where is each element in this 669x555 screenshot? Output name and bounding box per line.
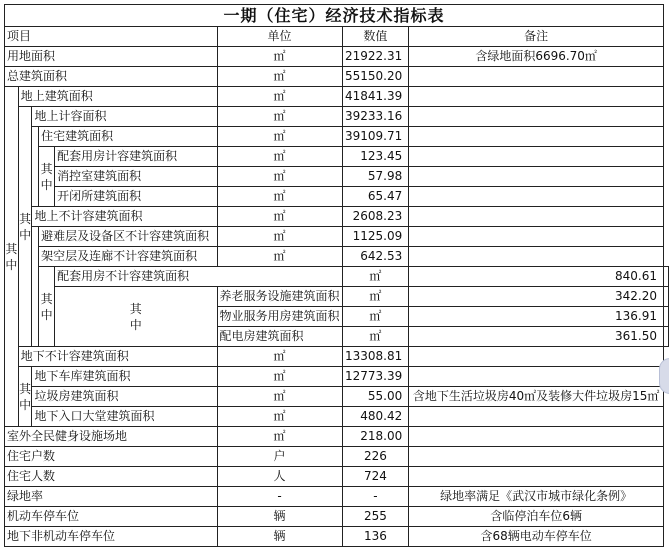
row-unit: ㎡ [217, 347, 342, 367]
row-unit: ㎡ [217, 387, 342, 407]
row-unit: ㎡ [342, 327, 409, 347]
table-row [5, 387, 669, 407]
row-unit: - [217, 487, 342, 507]
table-row [5, 467, 669, 487]
row-label: 地下不计容建筑面积 [18, 347, 217, 367]
row-value: 226 [342, 447, 409, 467]
table-row [5, 247, 669, 267]
row-label: 配电房建筑面积 [217, 327, 342, 347]
row-label: 开闭所建筑面积 [55, 187, 217, 207]
row-label: 配套用房计容建筑面积 [55, 147, 217, 167]
row-note: 含68辆电动车停车位 [409, 527, 664, 547]
row-label: 总建筑面积 [5, 67, 218, 87]
row-unit: ㎡ [217, 247, 342, 267]
row-note [409, 147, 664, 167]
row-note [409, 87, 664, 107]
row-note [409, 407, 664, 427]
table-row [5, 167, 669, 187]
row-note [664, 307, 669, 327]
row-value: 724 [342, 467, 409, 487]
row-value: 642.53 [342, 247, 409, 267]
row-note [409, 247, 664, 267]
table-row [5, 287, 669, 307]
row-value: 12773.39 [342, 367, 409, 387]
table-title: 一期（住宅）经济技术指标表 [5, 5, 664, 27]
row-unit: 户 [217, 447, 342, 467]
row-value: 55.00 [342, 387, 409, 407]
row-unit: ㎡ [217, 147, 342, 167]
row-unit: ㎡ [217, 47, 342, 67]
row-unit: ㎡ [217, 87, 342, 107]
row-unit: ㎡ [217, 167, 342, 187]
header-note: 备注 [409, 27, 664, 47]
row-value: 136 [342, 527, 409, 547]
row-unit: ㎡ [342, 307, 409, 327]
indicator-table [4, 4, 669, 547]
table-row [5, 67, 669, 87]
table-row [5, 207, 669, 227]
floating-side-button[interactable] [659, 358, 669, 394]
row-value: 39109.71 [342, 127, 409, 147]
row-unit: ㎡ [217, 367, 342, 387]
row-note [409, 227, 664, 247]
row-value: - [342, 487, 409, 507]
header-row [5, 27, 669, 47]
row-label: 机动车停车位 [5, 507, 218, 527]
row-note [409, 67, 664, 87]
row-unit: ㎡ [217, 427, 342, 447]
row-label: 地下车库建筑面积 [32, 367, 217, 387]
table-row [5, 367, 669, 387]
row-label: 垃圾房建筑面积 [32, 387, 217, 407]
row-label: 绿地率 [5, 487, 218, 507]
table-row [5, 527, 669, 547]
row-note [409, 347, 664, 367]
row-value: 342.20 [409, 287, 664, 307]
row-label: 住宅建筑面积 [39, 127, 217, 147]
row-label: 地下入口大堂建筑面积 [32, 407, 217, 427]
row-label: 住宅户数 [5, 447, 218, 467]
header-item: 项目 [5, 27, 218, 47]
row-value: 218.00 [342, 427, 409, 447]
row-unit: ㎡ [217, 67, 342, 87]
row-note [409, 127, 664, 147]
row-value: 65.47 [342, 187, 409, 207]
row-note [409, 367, 664, 387]
table-row [5, 507, 669, 527]
table-row [5, 427, 669, 447]
row-note [664, 267, 669, 287]
row-unit: ㎡ [342, 287, 409, 307]
indent-spacer [32, 227, 39, 347]
row-value: 480.42 [342, 407, 409, 427]
row-label: 物业服务用房建筑面积 [217, 307, 342, 327]
row-note [409, 447, 664, 467]
row-label: 地下非机动车停车位 [5, 527, 218, 547]
table-row [5, 127, 669, 147]
table-row [5, 407, 669, 427]
indicator-sheet [4, 4, 669, 547]
row-label: 避难层及设备区不计容建筑面积 [39, 227, 217, 247]
row-label: 地上建筑面积 [18, 87, 217, 107]
row-label: 消控室建筑面积 [55, 167, 217, 187]
header-unit: 单位 [217, 27, 342, 47]
row-label: 配套用房不计容建筑面积 [55, 267, 342, 287]
qizhong-label-above: 其 中 [18, 107, 32, 347]
row-value: 55150.20 [342, 67, 409, 87]
row-value: 840.61 [409, 267, 664, 287]
table-row [5, 347, 669, 367]
row-value: 255 [342, 507, 409, 527]
row-unit: ㎡ [217, 407, 342, 427]
row-value: 21922.31 [342, 47, 409, 67]
table-row [5, 487, 669, 507]
row-value: 2608.23 [342, 207, 409, 227]
row-unit: ㎡ [217, 127, 342, 147]
row-note [664, 287, 669, 307]
indent-spacer [32, 127, 39, 207]
row-note [409, 187, 664, 207]
row-value: 361.50 [409, 327, 664, 347]
row-value: 41841.39 [342, 87, 409, 107]
row-note [409, 107, 664, 127]
row-unit: ㎡ [217, 187, 342, 207]
row-value: 57.98 [342, 167, 409, 187]
row-value: 123.45 [342, 147, 409, 167]
row-note: 含地下生活垃圾房40㎡及装修大件垃圾房15㎡ [409, 387, 664, 407]
row-note: 含绿地面积6696.70㎡ [409, 47, 664, 67]
qizhong-label-outer: 其 中 [5, 87, 19, 427]
row-value: 1125.09 [342, 227, 409, 247]
row-label: 地上计容面积 [32, 107, 217, 127]
table-row [5, 227, 669, 247]
header-value: 数值 [342, 27, 409, 47]
row-unit: 辆 [217, 527, 342, 547]
row-note [664, 327, 669, 347]
table-row [5, 107, 669, 127]
table-row [5, 87, 669, 107]
row-value: 39233.16 [342, 107, 409, 127]
row-value: 13308.81 [342, 347, 409, 367]
qizhong-label-jirong: 其 中 [39, 147, 55, 207]
qizhong-label-peitao: 其 中 [55, 287, 217, 347]
table-row [5, 447, 669, 467]
table-row [5, 187, 669, 207]
row-note [409, 467, 664, 487]
row-unit: 人 [217, 467, 342, 487]
row-unit: 辆 [217, 507, 342, 527]
row-note [409, 207, 664, 227]
row-note [409, 427, 664, 447]
row-unit: ㎡ [342, 267, 409, 287]
row-unit: ㎡ [217, 227, 342, 247]
row-note: 绿地率满足《武汉市城市绿化条例》 [409, 487, 664, 507]
table-row [5, 147, 669, 167]
qizhong-label-bujirong: 其 中 [39, 267, 55, 347]
row-value: 136.91 [409, 307, 664, 327]
row-label: 养老服务设施建筑面积 [217, 287, 342, 307]
row-unit: ㎡ [217, 107, 342, 127]
row-label: 室外全民健身设施场地 [5, 427, 218, 447]
table-row [5, 267, 669, 287]
row-unit: ㎡ [217, 207, 342, 227]
row-label: 地上不计容建筑面积 [32, 207, 217, 227]
table-row [5, 47, 669, 67]
row-label: 用地面积 [5, 47, 218, 67]
row-note: 含临停泊车位6辆 [409, 507, 664, 527]
row-label: 住宅人数 [5, 467, 218, 487]
qizhong-label-underground: 其 中 [18, 367, 32, 427]
row-label: 架空层及连廊不计容建筑面积 [39, 247, 217, 267]
row-note [409, 167, 664, 187]
